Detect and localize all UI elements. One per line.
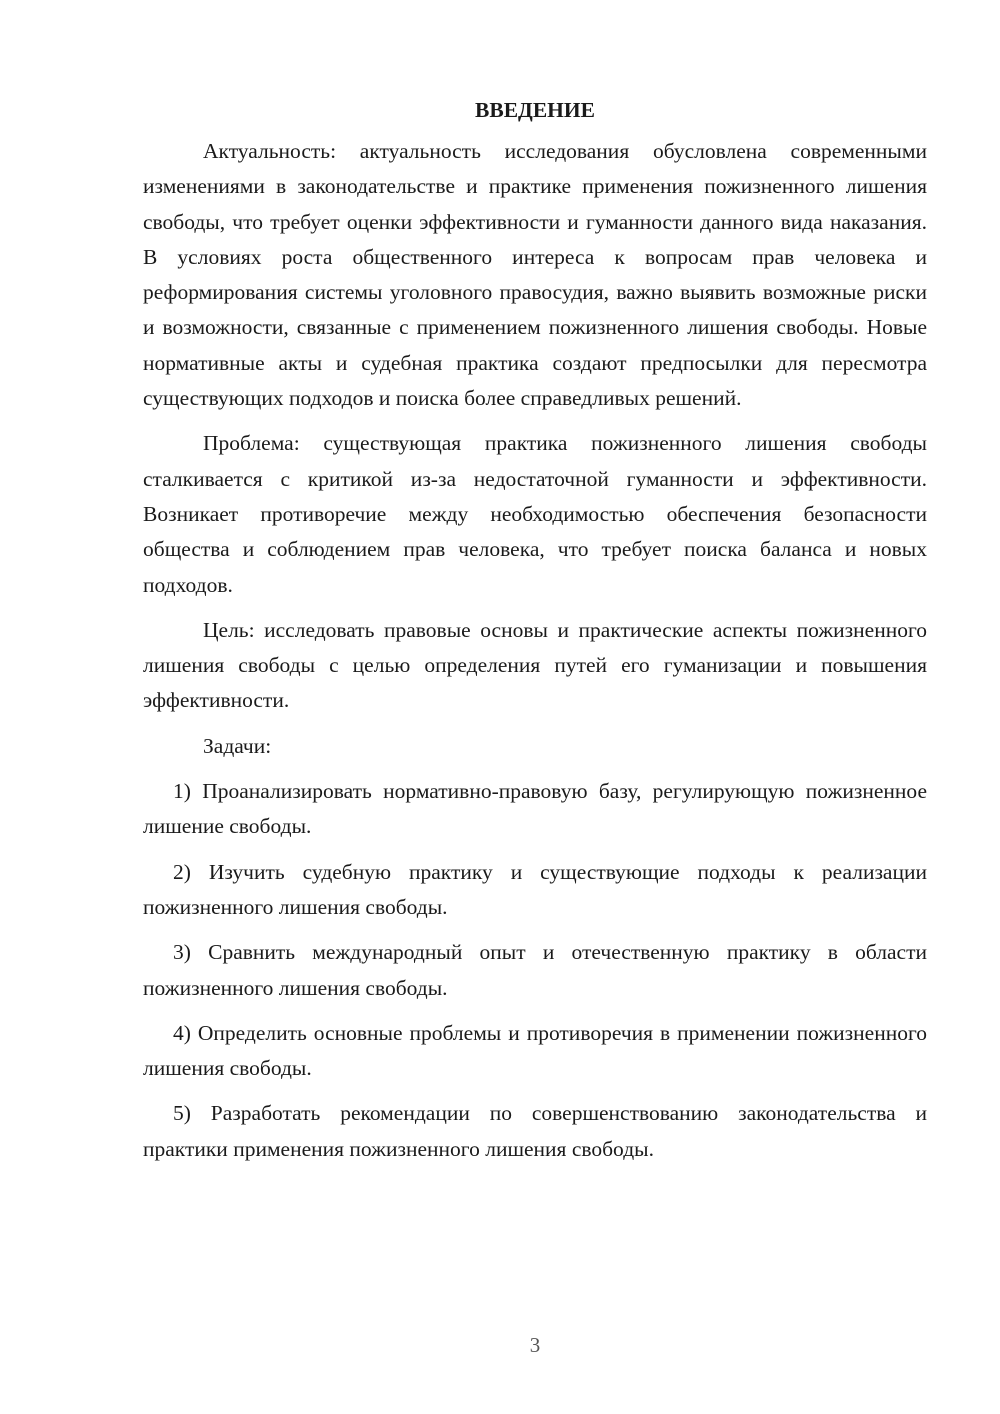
document-page: [143, 93, 927, 1177]
task-item-2: 2) Изучить судебную практику и существующие подходы к реализации пожизненного лишения свободы.: [143, 859, 927, 919]
task-item-4: 4) Определить основные проблемы и противоречия в применении пожизненного лишения свободы.: [143, 1020, 927, 1081]
task-item-1: 1) Проанализировать нормативно-правовую базу, регулирующую пожизненное лишение свободы.: [143, 779, 927, 839]
paragraph-relevance: Актуальность: актуальность исследования обусловлена современными изменениями в законодательстве и практике применения пожизненного лишения свободы, что требует оценки эффективности и гуманности данного вида наказания. В условиях роста общественного интереса к вопросам прав человека и реформирования системы уголовного правосудия, важно выявить возможные риски и возможности, связанные с применением пожизненного лишения свободы. Новые нормативные акты и судебная практика создают предпосылки для пересмотра существующих подходов и поиска более справедливых решений.: [143, 139, 927, 411]
document-title: ВВЕДЕНИЕ: [475, 98, 595, 122]
paragraph-goal: Цель: исследовать правовые основы и практические аспекты пожизненного лишения свободы с целью определения путей его гуманизации и повышения эффективности.: [143, 617, 927, 713]
paragraph-problem: Проблема: существующая практика пожизненного лишения свободы сталкивается с критикой из-за недостаточной гуманности и эффективности. Возникает противоречие между необходимостью обеспечения безопасности общества и соблюдением прав человека, что требует поиска баланса и новых подходов.: [143, 431, 927, 597]
page-number: 3: [529, 1333, 541, 1357]
task-item-3: 3) Сравнить международный опыт и отечественную практику в области пожизненного лишения свободы.: [143, 940, 927, 1000]
task-item-5: 5) Разработать рекомендации по совершенствованию законодательства и практики применения пожизненного лишения свободы.: [143, 1101, 927, 1161]
tasks-heading: Задачи:: [203, 733, 272, 758]
